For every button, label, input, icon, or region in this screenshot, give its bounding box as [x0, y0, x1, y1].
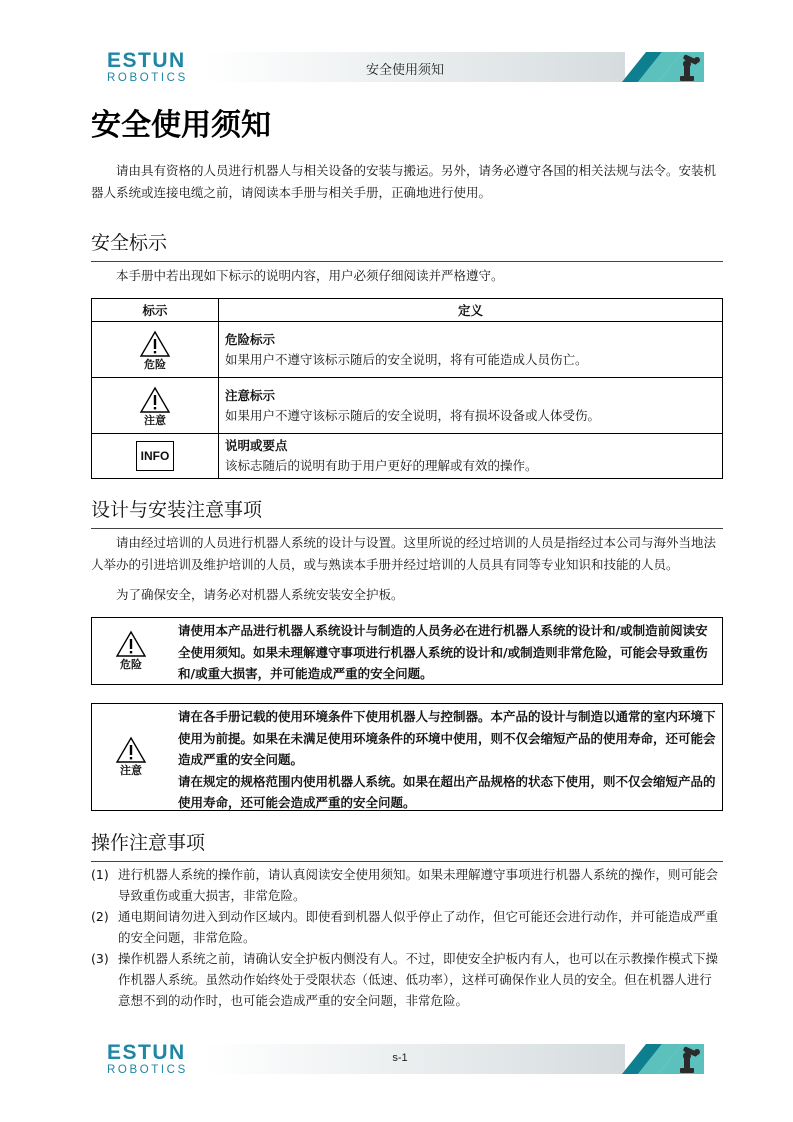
table-header-row [92, 299, 723, 322]
caution-text-environment: 请在各手册记载的使用环境条件下使用机器人与控制器。本产品的设计与制造以通常的室内环境下使用为前提。如果在未满足使用环境条件的环境中使用，则不仅会缩短产品的使用寿命，还可能会造成严重的安全问题。 [178, 709, 716, 767]
logo-tagline: ROBOTICS [107, 72, 188, 84]
list-item [91, 948, 723, 1011]
page-header [0, 46, 793, 90]
danger-label: 危险 [120, 658, 142, 671]
logo-tagline: ROBOTICS [107, 1064, 188, 1076]
robot-arm-stripe-icon [600, 1038, 710, 1082]
definition-title: 注意标示 [225, 387, 276, 403]
definition-description: 如果用户不遵守该标示随后的安全说明，将有可能造成人员伤亡。 [225, 351, 588, 367]
caution-notice-box [91, 703, 723, 811]
definition-description: 该标志随后的说明有助于用户更好的理解或有效的操作。 [225, 458, 538, 473]
intro-paragraph: 请由具有资格的人员进行机器人与相关设备的安装与搬运。另外，请务必遵守各国的相关法规与法令。安装机器人系统或连接电缆之前，请阅读本手册与相关手册，正确地进行使用。 [91, 163, 717, 200]
page-content [91, 104, 723, 1011]
definition-cell [219, 322, 723, 378]
list-item [91, 864, 723, 906]
definition-description: 如果用户不遵守该标示随后的安全说明，将有损坏设备或人体受伤。 [225, 407, 601, 423]
column-header-symbol: 标示 [92, 299, 219, 322]
caution-text-specification: 请在规定的规格范围内使用机器人系统。如果在超出产品规格的状态下使用，则不仅会缩短产品的使用寿命，还可能会造成严重的安全问题。 [178, 773, 716, 810]
guard-paragraph: 为了确保安全，请务必对机器人系统安装安全护板。 [116, 587, 404, 602]
list-item-number: (1) [91, 867, 109, 882]
section-heading-operation: 操作注意事项 [91, 832, 206, 854]
warning-triangle-icon [139, 386, 171, 414]
warning-triangle-icon [115, 630, 147, 658]
symbol-cell [92, 434, 219, 479]
warning-triangle-icon [139, 330, 171, 358]
page-number: s-1 [392, 1052, 408, 1064]
symbol-cell [92, 378, 219, 434]
page-footer [0, 1038, 793, 1082]
definition-cell [219, 434, 723, 479]
logo-wordmark: ESTUN [107, 49, 186, 72]
header-title: 安全使用须知 [365, 63, 444, 78]
list-item-text: 操作机器人系统之前，请确认安全护板内侧没有人。不过，即使安全护板内有人，也可以在示教操作模式下操作机器人系统。虽然动作始终处于受限状态（低速、低功率），这样可确保作业人员的安全。但在机器人进行意想不到的动作时，也可能会造成严重的安全问题，非常危险。 [118, 951, 719, 1008]
operation-list [91, 864, 723, 1011]
definition-title: 说明或要点 [225, 438, 288, 453]
list-item-text: 通电期间请勿进入到动作区域内。即使看到机器人似乎停止了动作，但它可能还会进行动作，并可能造成严重的安全问题，非常危险。 [118, 909, 719, 945]
table-row [92, 322, 723, 378]
symbol-cell [92, 322, 219, 378]
list-item-number: (2) [91, 909, 109, 924]
safety-signs-table [91, 298, 723, 479]
caution-notice-text [170, 704, 722, 810]
danger-label: 危险 [144, 357, 166, 371]
table-row [92, 378, 723, 434]
robot-arm-stripe-icon [600, 46, 710, 90]
list-item [91, 906, 723, 948]
estun-logo [107, 50, 188, 85]
list-item-text: 进行机器人系统的操作前，请认真阅读安全使用须知。如果未理解遵守事项进行机器人系统的操作，则可能会导致重伤或重大损害，非常危险。 [118, 867, 719, 903]
warning-triangle-icon [115, 736, 147, 764]
notice-icon-area [92, 704, 170, 810]
section-heading-safety-signs: 安全标示 [91, 232, 168, 254]
caution-label: 注意 [120, 764, 142, 777]
table-row [92, 434, 723, 479]
definition-cell [219, 378, 723, 434]
section-divider [91, 528, 723, 529]
definition-title: 危险标示 [225, 331, 276, 347]
section-heading-design: 设计与安装注意事项 [91, 499, 263, 521]
safety-signs-lead: 本手册中若出现如下标示的说明内容，用户必须仔细阅读并严格遵守。 [116, 268, 504, 283]
caution-label: 注意 [144, 413, 166, 427]
estun-logo [107, 1042, 188, 1077]
logo-wordmark: ESTUN [107, 1041, 186, 1064]
list-item-number: (3) [91, 951, 109, 966]
design-paragraph: 请由经过培训的人员进行机器人系统的设计与设置。这里所说的经过培训的人员是指经过本公司与海外当地法人举办的引进培训及维护培训的人员，或与熟读本手册并经过培训的人员具有同等专业知识和技能的人员。 [91, 535, 717, 572]
info-icon: INFO [136, 441, 175, 471]
section-divider [91, 261, 723, 262]
section-divider [91, 861, 723, 862]
notice-icon-area [92, 618, 170, 684]
danger-notice-box [91, 617, 723, 685]
column-header-definition: 定义 [219, 299, 723, 322]
page-title: 安全使用须知 [91, 108, 271, 143]
danger-notice-text: 请使用本产品进行机器人系统设计与制造的人员务必在进行机器人系统的设计和/或制造前阅读安全使用须知。如果未理解遵守事项进行机器人系统的设计和/或制造则非常危险，可能会导致重伤和/或重大损害，并可能造成严重的安全问题。 [178, 623, 708, 681]
